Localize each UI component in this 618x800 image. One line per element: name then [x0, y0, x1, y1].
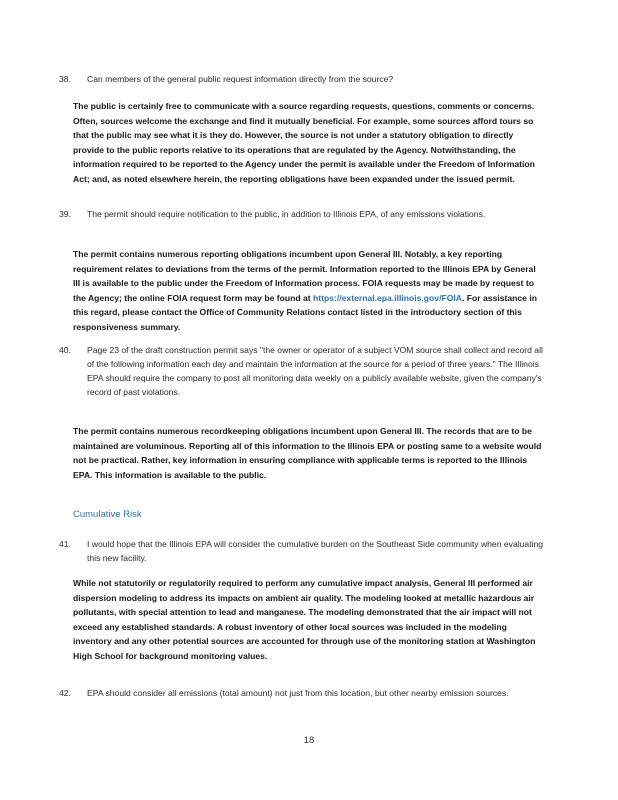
answer-38: The public is certainly free to communicate with a source regarding requests, questions, comments or concerns. Often, sources welcome the exchange and find it mutually beneficial. For example, some sources afford tours so that the public may see what it is they do. However, the source is not under a statutory obligation to directly provide to the public reports relative to its operations that are regulated by the Agency. Notwithstanding, the information required to be reported to the Agency under the permit is available under the Freedom of Information Act; and, as noted elsewhere herein, the reporting obligations have been expanded under the issued permit. [73, 101, 535, 184]
question-number: 39. [59, 209, 71, 219]
question-number: 42. [59, 688, 71, 698]
question-number: 38. [59, 74, 71, 84]
question-42 [59, 686, 545, 700]
question-38 [59, 72, 545, 86]
answer-text-before-link: The permit contains numerous reporting obligations incumbent upon General III. Notably, a key reporting requirement relates to deviations from the terms of the permit. Information reported to the Illinois EPA by General III is available to the public under the Freedom of Information process. FOIA requests may be made by request to the Agency; the online FOIA request form may be found at [73, 249, 536, 303]
question-40 [59, 343, 545, 399]
section-heading: Cumulative Risk [73, 509, 142, 520]
answer-text-after-link: . For assistance in this regard, please contact the Office of Community Relations contact listed in the introductory section of this responsiveness summary. [73, 292, 537, 332]
question-text: The permit should require notification to the public, in addition to Illinois EPA, of any emissions violations. [87, 209, 486, 219]
question-text: I would hope that the Illinois EPA will consider the cumulative burden on the Southeast Side community when evaluating this new facility. [87, 539, 544, 563]
question-text: Page 23 of the draft construction permit says "the owner or operator of a subject VOM source shall collect and record all of the following information each day and maintain the information at the source for a period of three years." The Illinois EPA should require the company to post all monitoring data weekly on a publicly available website, given the company's record of past violations. [87, 345, 543, 397]
question-39 [59, 207, 545, 221]
foia-link[interactable]: https://external.epa.illinois.gov/FOIA [313, 292, 462, 303]
answer-41: While not statutorily or regulatorily required to perform any cumulative impact analysis, General III performed air dispersion modeling to address its impacts on ambient air quality. The modeling looked at metallic hazardous air pollutants, with special attention to lead and manganese. The modeling demonstrated that the air impact will not exceed any established standards. A robust inventory of other local sources was included in the modeling inventory and any other potential sources are accounted for through use of the monitoring station at Washington High School for background monitoring values. [73, 578, 536, 661]
question-number: 41. [59, 539, 71, 549]
question-text: Can members of the general public request information directly from the source? [87, 74, 394, 84]
question-41 [59, 537, 545, 565]
answer-40: The permit contains numerous recordkeeping obligations incumbent upon General III. The records that are to be maintained are voluminous. Reporting all of this information to the Illinois EPA or posting same to a website would not be practical. Rather, key information in ensuring compliance with applicable terms is reported to the Illinois EPA. This information is available to the public. [73, 426, 542, 480]
question-text: EPA should consider all emissions (total amount) not just from this location, but other nearby emission sources. [87, 688, 509, 698]
answer-39 [73, 247, 545, 334]
page-number: 18 [303, 735, 315, 746]
question-number: 40. [59, 345, 71, 355]
